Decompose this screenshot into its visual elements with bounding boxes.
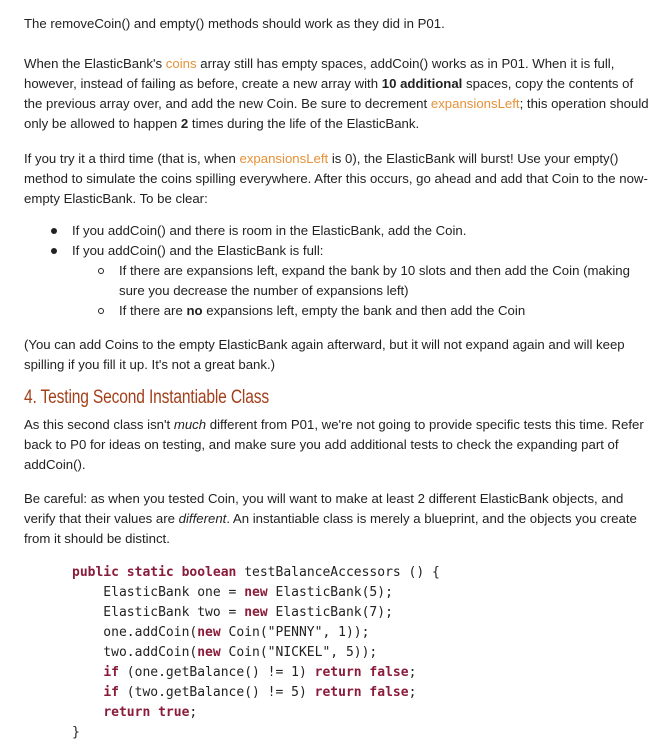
text: is 0), the ElasticBank will burst! Use your empty() method to simulate the coins spilling everywhere. After this occurs, go ahead and add that Coin to the now-empty ElasticBank. To be clear: [24,151,648,206]
bold-text: 10 additional [381,76,463,91]
bold-text: no [186,303,203,318]
text: expansions left, empty the bank and then add the Coin [202,303,526,318]
section-heading: 4. Testing Second Instantiable Class [24,387,269,408]
sub-list-item-text: If there are expansions left, expand the bank by 10 slots and then add the Coin (making sure you decrease the number of expansions left) [119,263,630,298]
italic-text: much [173,417,207,432]
text: When the ElasticBank's [24,56,166,71]
paragraph-note [24,335,654,375]
text: If there are [119,303,187,318]
sub-bullet-list [72,261,654,321]
bullet-icon [51,248,57,254]
paragraph-burst [24,149,654,209]
list-item-text: If you addCoin() and the ElasticBank is full: [72,243,324,258]
code-line: if (one.getBalance() != 1) return false; [103,665,417,680]
list-item [24,221,654,241]
sub-list-item [72,261,654,301]
circle-bullet-icon [98,268,104,274]
code-line: ElasticBank two = new ElasticBank(7); [72,605,393,620]
code-line: two.addCoin(new Coin("NICKEL", 5)); [72,645,378,660]
code-line: ElasticBank one = new ElasticBank(5); [72,585,393,600]
text: The removeCoin() and empty() methods should work as they did in P01. [24,16,445,31]
italic-text: different [178,511,227,526]
code-line: } [72,725,80,740]
text: array still has empty spaces, addCoin() works as in P01. When it is full, however, instead of failing as before, create a new array with [24,56,615,91]
code-line: return true; [103,705,198,720]
paragraph-addcoin-expansion [24,54,654,134]
code-line: one.addCoin(new Coin("PENNY", 1)); [72,625,370,640]
text: different from P01, we're not going to provide specific tests this time. Refer back to P0 for ideas on testing, and make sure you add additional tests to check the expanding part of addCoin(). [24,417,644,472]
list-item [24,241,654,321]
paragraph-careful [24,489,654,549]
text: ; this operation should only be allowed to happen [24,96,649,131]
paragraph-testing [24,415,654,475]
text: . An instantiable class is merely a blueprint, and the objects you create from it should be distinct. [24,511,637,546]
code-block [72,563,440,743]
text: spaces, copy the contents of the previous array over, and add the new Coin. Be sure to decrement [24,76,634,111]
paragraph-remove-empty [24,14,654,34]
circle-bullet-icon [98,308,104,314]
bold-text: 2 [180,116,189,131]
text: (You can add Coins to the empty ElasticBank again afterward, but it will not expand again and will keep spilling if you fill it up. It's not a great bank.) [24,337,625,372]
code-line: if (two.getBalance() != 5) return false; [103,685,417,700]
text: times during the life of the ElasticBank. [188,116,420,131]
list-item-text: If you addCoin() and there is room in the ElasticBank, add the Coin. [72,223,467,238]
text: As this second class isn't [24,417,174,432]
bullet-icon [51,228,57,234]
expansions-left-field-ref: expansionsLeft [430,96,520,111]
text: Be careful: as when you tested Coin, you will want to make at least 2 different ElasticBank objects, and verify that their values are [24,491,624,526]
expansions-left-field-ref: expansionsLeft [239,151,329,166]
bullet-list [24,221,654,321]
code-line: public static boolean testBalanceAccessors () { [72,565,440,580]
text: If you try it a third time (that is, when [24,151,240,166]
sub-list-item [72,301,654,321]
coins-field-ref: coins [165,56,197,71]
